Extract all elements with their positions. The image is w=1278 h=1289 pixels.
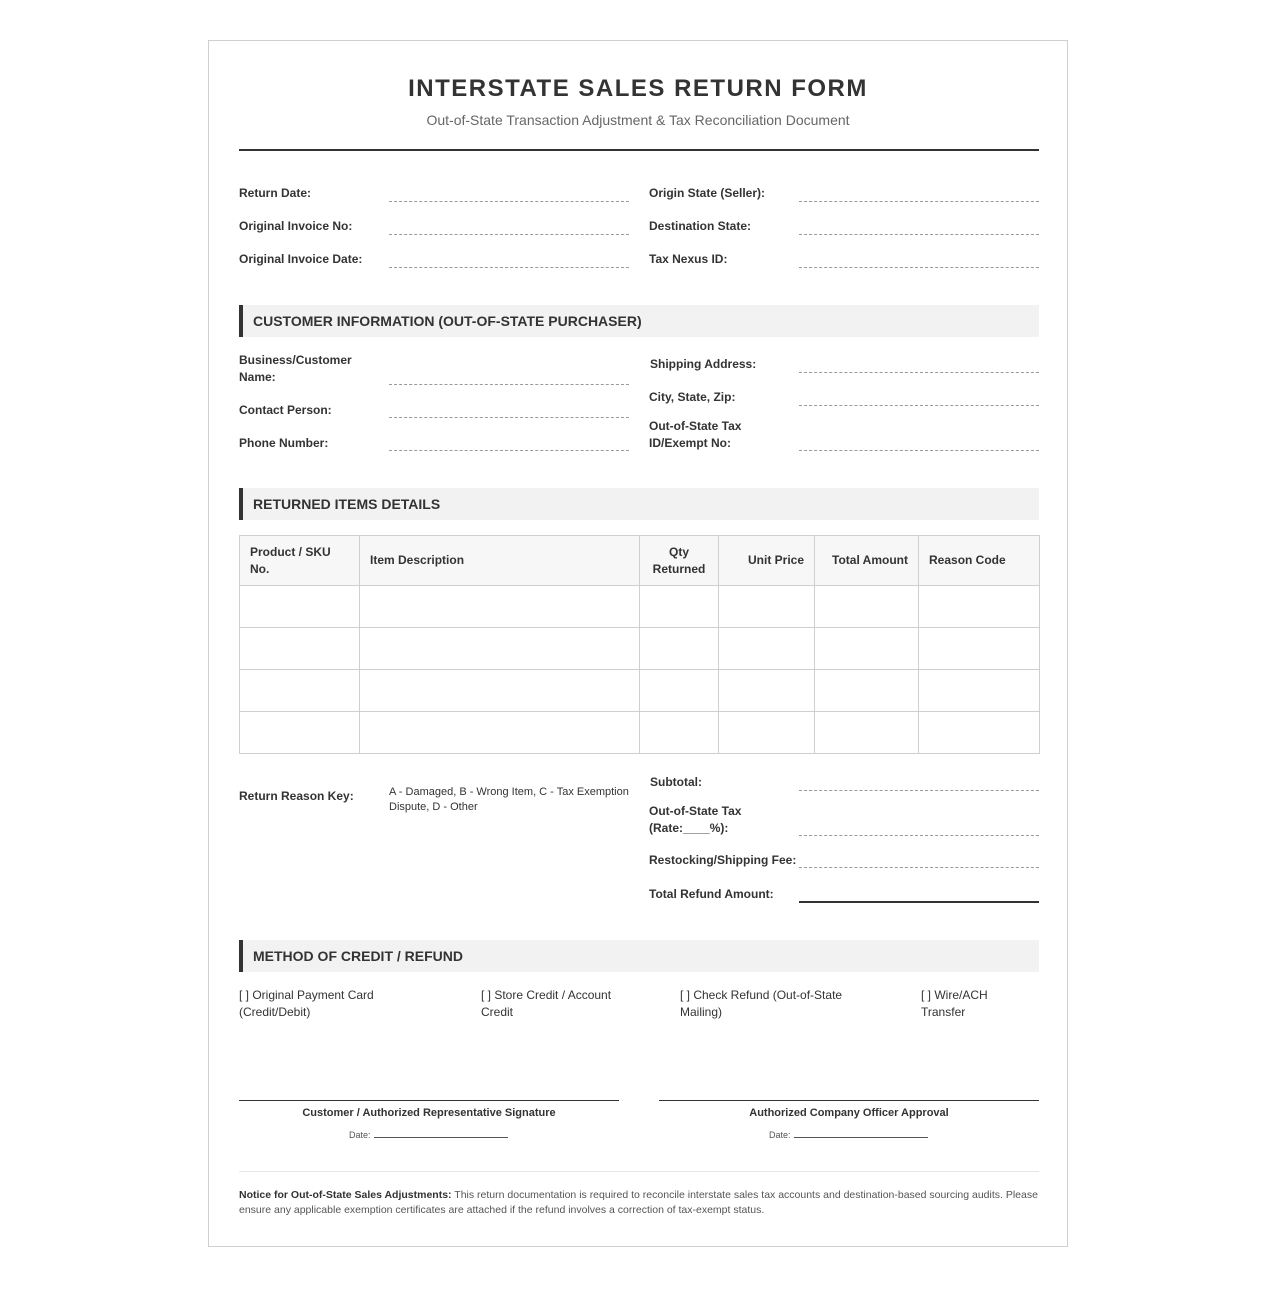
contact-person-label: Contact Person: [239, 403, 332, 417]
table-row [240, 586, 1040, 628]
table-cell[interactable] [640, 712, 719, 754]
original-invoice-date-label: Original Invoice Date: [239, 252, 363, 266]
officer-date-field[interactable] [794, 1128, 928, 1138]
shipping-address-field[interactable] [799, 372, 1039, 373]
table-cell[interactable] [919, 586, 1040, 628]
original-invoice-no-label: Original Invoice No: [239, 219, 353, 233]
business-name-label: Business/Customer Name: [239, 353, 352, 384]
table-cell[interactable] [919, 712, 1040, 754]
tax-nexus-id-field[interactable] [799, 267, 1039, 268]
table-cell[interactable] [815, 628, 919, 670]
table-cell[interactable] [919, 628, 1040, 670]
table-cell[interactable] [360, 586, 640, 628]
table-cell[interactable] [360, 670, 640, 712]
total-refund-field[interactable] [799, 901, 1039, 903]
table-cell[interactable] [240, 670, 360, 712]
refund-option-check[interactable]: [ ] Check Refund (Out-of-State Mailing) [680, 988, 843, 1019]
city-state-zip-label: City, State, Zip: [649, 390, 736, 404]
total-refund-label: Total Refund Amount: [649, 887, 774, 901]
officer-approval-date [769, 1128, 928, 1140]
footer-divider [239, 1171, 1039, 1172]
refund-method-heading: METHOD OF CREDIT / REFUND [253, 948, 463, 964]
restocking-fee-field[interactable] [799, 867, 1039, 868]
table-row [240, 712, 1040, 754]
phone-number-label: Phone Number: [239, 436, 329, 450]
refund-option-wire-ach[interactable]: [ ] Wire/ACH Transfer [921, 988, 988, 1019]
customer-info-section-header [239, 305, 1039, 337]
business-name-field[interactable] [389, 384, 629, 385]
form-page [208, 40, 1068, 1247]
returned-items-heading: RETURNED ITEMS DETAILS [253, 496, 441, 512]
table-cell[interactable] [815, 586, 919, 628]
return-date-field[interactable] [389, 201, 629, 202]
subtotal-field[interactable] [799, 790, 1039, 791]
notice-text [239, 1188, 1039, 1218]
header-divider [239, 149, 1039, 151]
table-cell[interactable] [815, 712, 919, 754]
returned-items-section-header [239, 488, 1039, 520]
column-header-total-amount: Total Amount [815, 536, 919, 586]
refund-option-store-credit[interactable]: [ ] Store Credit / Account Credit [481, 988, 612, 1019]
table-header-row [240, 536, 1040, 586]
table-cell[interactable] [640, 586, 719, 628]
table-cell[interactable] [360, 628, 640, 670]
column-header-unit-price: Unit Price [719, 536, 815, 586]
out-of-state-tax-field[interactable] [799, 835, 1039, 836]
tax-id-exempt-label: Out-of-State Tax ID/Exempt No: [649, 419, 742, 450]
table-cell[interactable] [719, 628, 815, 670]
refund-method-section-header [239, 940, 1039, 972]
table-cell[interactable] [240, 586, 360, 628]
officer-date-label: Date: [769, 1130, 791, 1140]
original-invoice-date-field[interactable] [389, 267, 629, 268]
tax-nexus-id-label: Tax Nexus ID: [649, 252, 728, 266]
city-state-zip-field[interactable] [799, 405, 1039, 406]
subtotal-label: Subtotal: [650, 775, 702, 789]
table-cell[interactable] [719, 712, 815, 754]
table-cell[interactable] [360, 712, 640, 754]
notice-body: This return documentation is required to reconcile interstate sales tax accounts and destination-based sourcing audits. Please ensure any applicable exemption certificates are attached if the refund involves a correction of tax-exempt status. [239, 1189, 1038, 1216]
table-cell[interactable] [640, 628, 719, 670]
returned-items-table [239, 535, 1040, 754]
return-reason-key-label: Return Reason Key: [239, 789, 354, 803]
table-row [240, 670, 1040, 712]
officer-approval-title: Authorized Company Officer Approval [749, 1107, 949, 1119]
table-cell[interactable] [719, 586, 815, 628]
table-cell[interactable] [815, 670, 919, 712]
original-invoice-no-field[interactable] [389, 234, 629, 235]
refund-option-original-card[interactable]: [ ] Original Payment Card (Credit/Debit) [239, 988, 374, 1019]
customer-signature-title: Customer / Authorized Representative Signature [302, 1107, 556, 1119]
phone-number-field[interactable] [389, 450, 629, 451]
table-cell[interactable] [640, 670, 719, 712]
table-cell[interactable] [240, 628, 360, 670]
officer-signature-line[interactable] [659, 1100, 1039, 1101]
table-cell[interactable] [719, 670, 815, 712]
column-header-description: Item Description [360, 536, 640, 586]
contact-person-field[interactable] [389, 417, 629, 418]
destination-state-field[interactable] [799, 234, 1039, 235]
customer-info-heading: CUSTOMER INFORMATION (OUT-OF-STATE PURCHASER) [253, 313, 642, 329]
origin-state-label: Origin State (Seller): [649, 186, 766, 200]
customer-date-label: Date: [349, 1130, 371, 1140]
origin-state-field[interactable] [799, 201, 1039, 202]
return-reason-key-text: A - Damaged, B - Wrong Item, C - Tax Exemption Dispute, D - Other [389, 786, 629, 813]
tax-id-exempt-field[interactable] [799, 450, 1039, 451]
notice-heading: Notice for Out-of-State Sales Adjustments: [239, 1189, 452, 1201]
shipping-address-label: Shipping Address: [650, 357, 757, 371]
customer-signature-date [349, 1128, 508, 1140]
destination-state-label: Destination State: [649, 219, 752, 233]
customer-signature-line[interactable] [239, 1100, 619, 1101]
column-header-qty: Qty Returned [640, 536, 719, 586]
table-cell[interactable] [240, 712, 360, 754]
column-header-sku: Product / SKU No. [240, 536, 360, 586]
form-title: INTERSTATE SALES RETURN FORM [408, 75, 868, 102]
restocking-fee-label: Restocking/Shipping Fee: [649, 853, 797, 867]
column-header-reason-code: Reason Code [919, 536, 1040, 586]
customer-date-field[interactable] [374, 1128, 508, 1138]
table-cell[interactable] [919, 670, 1040, 712]
table-row [240, 628, 1040, 670]
return-date-label: Return Date: [239, 186, 312, 200]
form-subtitle: Out-of-State Transaction Adjustment & Tax Reconciliation Document [426, 112, 850, 128]
out-of-state-tax-label: Out-of-State Tax (Rate:____%): [649, 804, 742, 835]
